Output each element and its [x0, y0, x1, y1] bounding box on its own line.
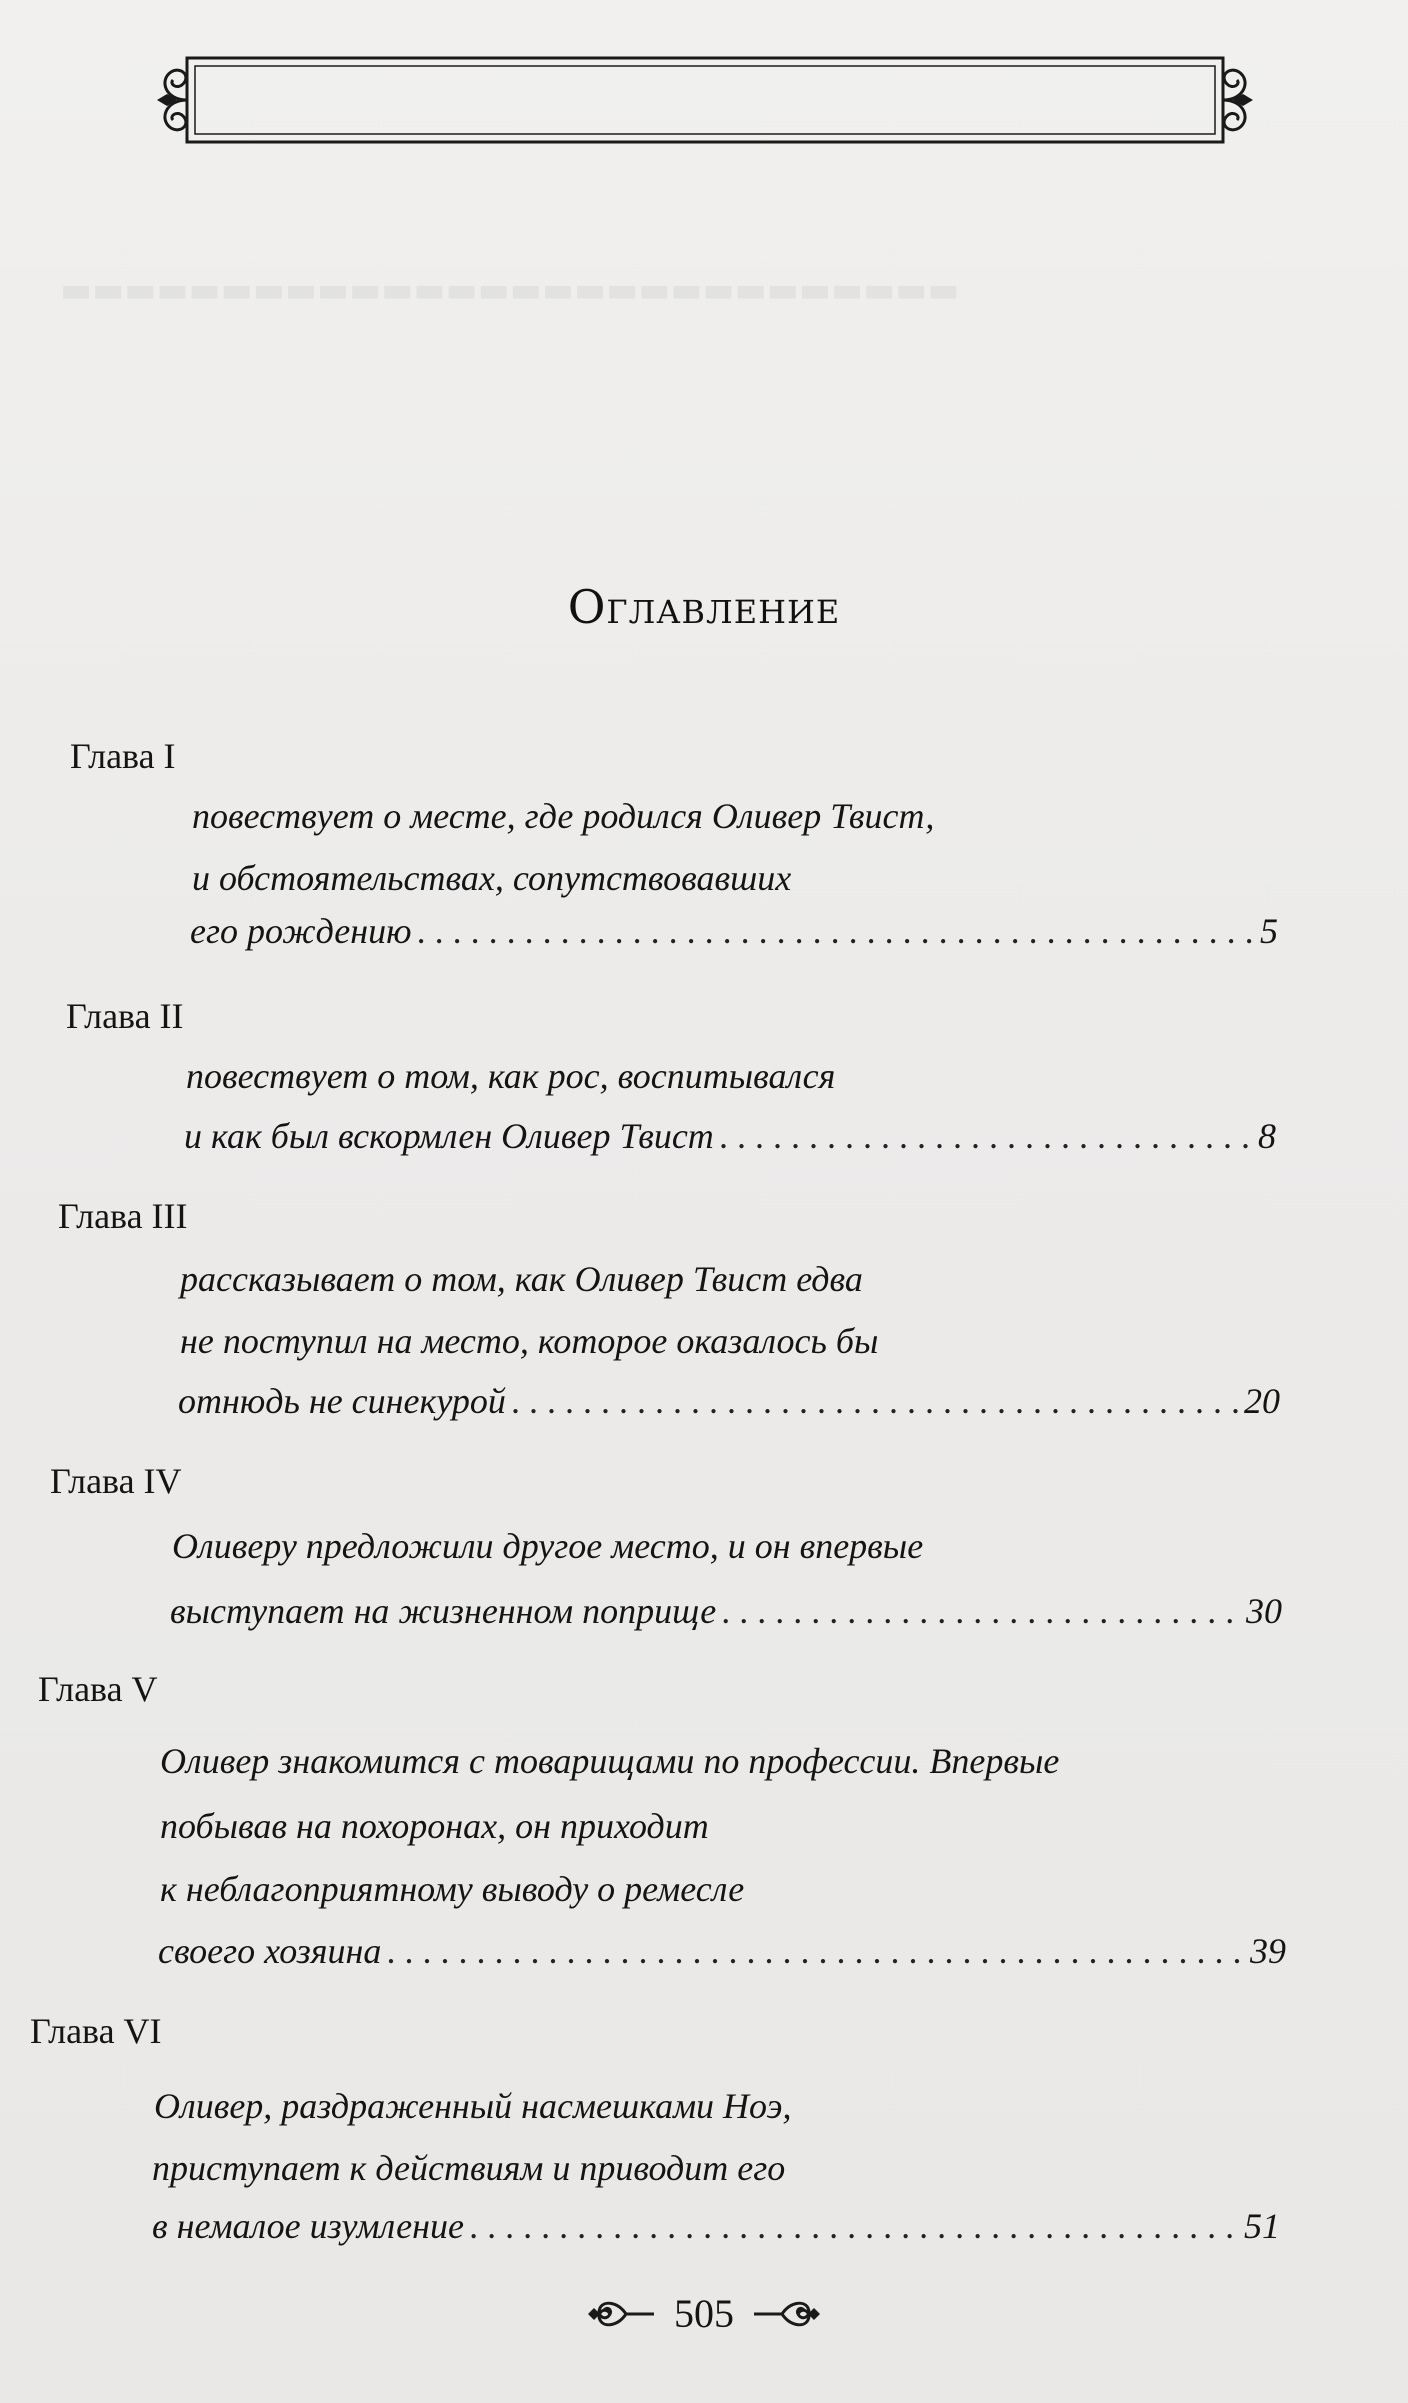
chapter-description-line: не поступил на место, которое оказалось бы [180, 1321, 879, 1361]
dot-leader [417, 910, 1254, 952]
chapter-label: Глава V [38, 1669, 158, 1709]
chapter-description-line: и как был вскормлен Оливер Твист [184, 1116, 714, 1156]
bleed-through-texture: ▬▬▬▬▬▬▬▬▬▬▬▬▬▬▬▬▬▬▬▬▬▬▬▬▬▬▬▬ [60, 270, 960, 310]
toc-entry-row[interactable] [158, 1930, 1286, 1972]
dot-leader [720, 1115, 1252, 1157]
chapter-description-line: выступает на жизненном поприще [170, 1591, 717, 1631]
chapter-description-line: отнюдь не синекурой [178, 1381, 506, 1421]
chapter-description-line: повествует о месте, где родился Оливер Твист, [192, 796, 935, 836]
chapter-label: Глава II [66, 996, 184, 1036]
chapter-description-line: Оливер знакомится с товарищами по профессии. Впервые [160, 1741, 1060, 1781]
toc-entry-row[interactable] [152, 2205, 1280, 2247]
toc-entry-row[interactable] [178, 1380, 1280, 1422]
dot-leader [512, 1380, 1238, 1422]
chapter-label: Глава I [70, 736, 176, 776]
page-number: 20 [1244, 1381, 1280, 1421]
chapter-description-line: рассказывает о том, как Оливер Твист едва [180, 1259, 863, 1299]
toc-entry-row[interactable] [170, 1590, 1282, 1632]
chapter-description-line: своего хозяина [158, 1931, 382, 1971]
toc-entry-row[interactable] [184, 1115, 1276, 1157]
page-title: Оглавление [567, 580, 841, 634]
chapter-label: Глава IV [50, 1461, 182, 1501]
chapter-description-line: Оливеру предложили другое место, и он впервые [172, 1526, 924, 1566]
chapter-description-line: и обстоятельствах, сопутствовавших [192, 858, 792, 898]
chapter-label: Глава III [58, 1196, 188, 1236]
footer-flourish-left-icon [586, 2292, 656, 2336]
chapter-description-line: приступает к действиям и приводит его [152, 2148, 786, 2188]
header-ornament-frame [155, 50, 1255, 150]
chapter-description-line: повествует о том, как рос, воспитывался [186, 1056, 836, 1096]
chapter-description-line: побывав на похоронах, он приходит [160, 1806, 709, 1846]
chapter-description-line: к неблагоприятному выводу о ремесле [160, 1869, 745, 1909]
page-number: 5 [1260, 911, 1278, 951]
page-number: 8 [1258, 1116, 1276, 1156]
page-number: 51 [1244, 2206, 1280, 2246]
page-footer [0, 2290, 1408, 2337]
page-number: 30 [1246, 1591, 1282, 1631]
footer-flourish-right-icon [752, 2292, 822, 2336]
toc-entry-row[interactable] [190, 910, 1278, 952]
page-number: 39 [1250, 1931, 1286, 1971]
chapter-description-line: в немалое изумление [152, 2206, 464, 2246]
page-number-footer: 505 [674, 2291, 734, 2336]
chapter-description-line: Оливер, раздраженный насмешками Ноэ, [154, 2086, 792, 2126]
chapter-description-line: его рождению [190, 911, 412, 951]
chapter-label: Глава VI [30, 2011, 162, 2051]
dot-leader [387, 1930, 1244, 1972]
dot-leader [470, 2205, 1238, 2247]
dot-leader [722, 1590, 1240, 1632]
